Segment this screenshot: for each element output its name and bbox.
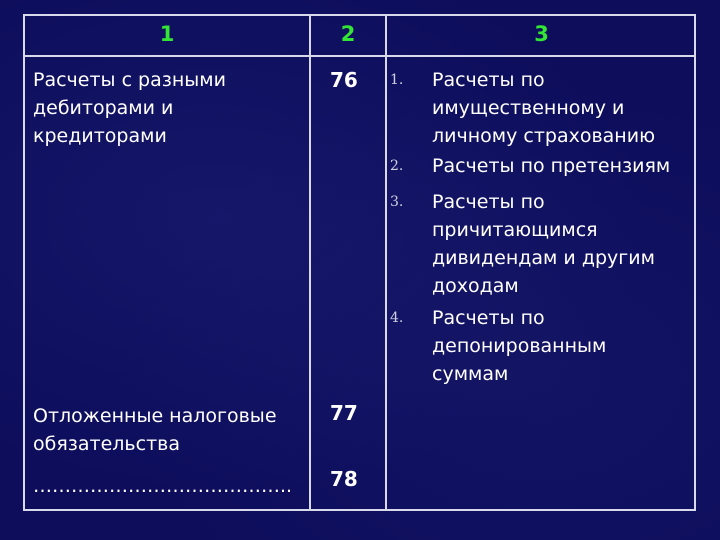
subaccount-text: Расчеты по имущественному и личному страхованию [432, 69, 656, 147]
header-col-1: 1 [159, 22, 175, 46]
header-col-2: 2 [340, 22, 356, 46]
account-name: Расчеты с разными дебиторами и кредиторами [33, 69, 226, 147]
account-name: Отложенные налоговые обязательства [33, 405, 277, 455]
subaccount-number: 3. [390, 194, 404, 210]
header-divider [25, 55, 694, 57]
account-code: 78 [330, 467, 358, 491]
subaccount-text: Расчеты по причитающимся дивидендам и другим доходам [432, 191, 655, 297]
subaccount-number: 2. [390, 158, 404, 174]
account-code: 76 [330, 68, 358, 92]
account-code: 77 [330, 401, 358, 425]
subaccount-number: 4. [390, 310, 404, 326]
accounts-table [23, 14, 696, 511]
column-divider [309, 16, 311, 509]
column-divider [385, 16, 387, 509]
subaccount-text: Расчеты по депонированным суммам [432, 307, 607, 385]
header-col-3: 3 [534, 22, 549, 46]
account-name-placeholder: ………………………………….. [33, 475, 293, 497]
subaccount-number: 1. [390, 72, 404, 88]
subaccount-text: Расчеты по претензиям [432, 155, 671, 177]
